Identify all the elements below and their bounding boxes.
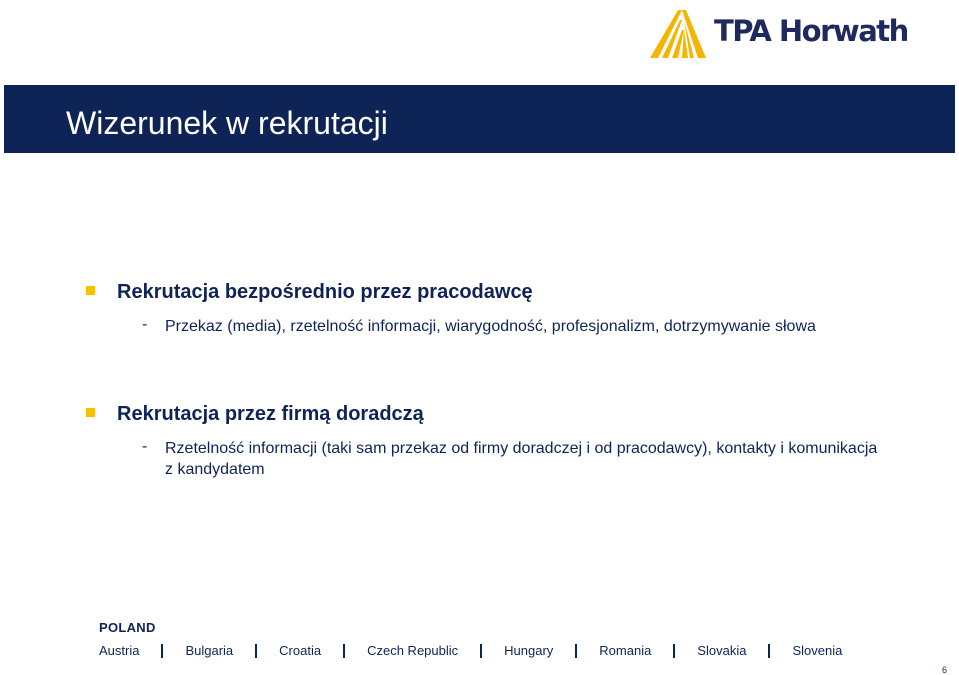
footer-country: POLAND <box>99 620 156 635</box>
dash-bullet-icon: - <box>142 316 148 333</box>
footer-separator <box>161 644 163 658</box>
logo-text: TPA Horwath <box>714 14 908 48</box>
sub-item-text: Przekaz (media), rzetelność informacji, wiarygodność, profesjonalizm, dotrzymywanie słowa <box>165 318 816 335</box>
dash-bullet-icon: - <box>142 438 148 455</box>
page-title: Wizerunek w rekrutacji <box>66 105 388 141</box>
footer-separator <box>343 644 345 658</box>
company-logo <box>648 8 908 60</box>
footer-country-item: Hungary <box>504 643 554 658</box>
footer-country-item: Austria <box>99 643 140 658</box>
square-bullet-icon <box>86 408 95 417</box>
footer-country-item: Slovenia <box>792 643 843 658</box>
page-number: 6 <box>941 665 947 675</box>
bullet-row <box>86 404 885 430</box>
footer-separator <box>768 644 770 658</box>
sub-item <box>86 438 885 480</box>
footer-country-list <box>99 643 842 658</box>
bullet-row <box>86 282 885 308</box>
section-heading: Rekrutacja bezpośrednio przez pracodawcę <box>117 281 533 303</box>
footer <box>99 620 842 658</box>
footer-separator <box>673 644 675 658</box>
section-heading: Rekrutacja przez firmą doradczą <box>117 403 424 425</box>
footer-separator <box>255 644 257 658</box>
footer-country-item: Bulgaria <box>185 643 234 658</box>
sub-item-text: Rzetelność informacji (taki sam przekaz od firmy doradczej i od pracodawcy), kontakty i komunikacja z kandydatem <box>165 440 878 478</box>
footer-country-item: Czech Republic <box>367 643 459 658</box>
footer-country-item: Romania <box>599 643 652 658</box>
square-bullet-icon <box>86 286 95 295</box>
section-agency-recruitment <box>86 404 885 480</box>
sub-item <box>86 316 885 337</box>
footer-separator <box>480 644 482 658</box>
title-bar <box>4 85 955 153</box>
sun-rays-logo-icon <box>648 8 712 60</box>
footer-country-item: Croatia <box>279 643 322 658</box>
footer-separator <box>575 644 577 658</box>
section-direct-recruitment <box>86 282 885 337</box>
footer-country-item: Slovakia <box>697 643 747 658</box>
